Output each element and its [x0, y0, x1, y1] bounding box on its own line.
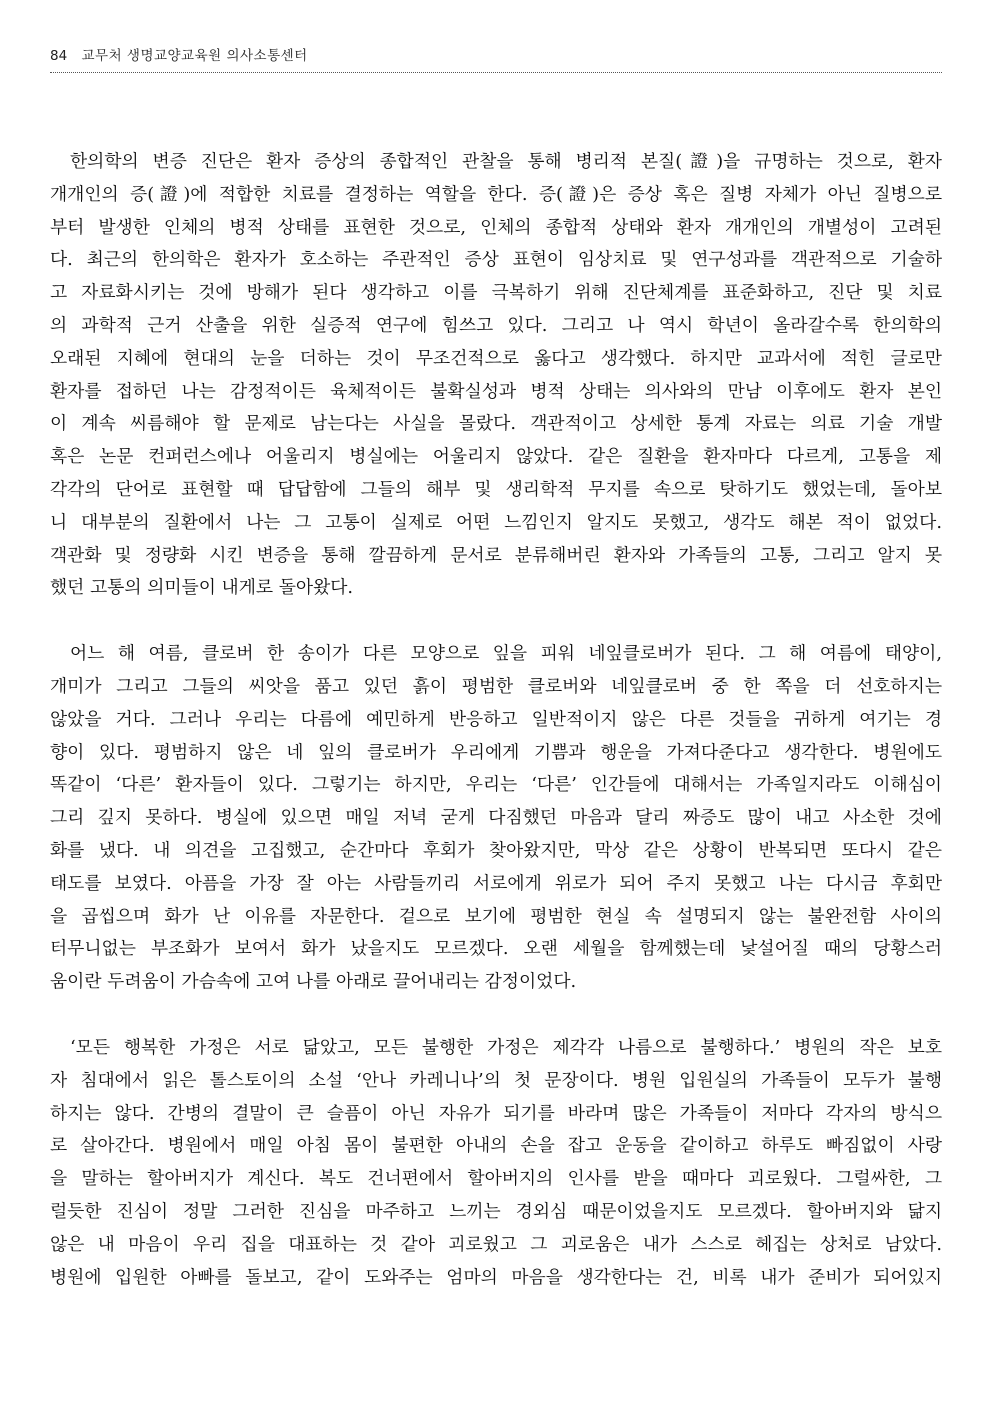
- text-line: 이 계속 씨름해야 할 문제로 남는다는 사실을 몰랐다. 객관적이고 상세한 통계 자료는 의료 기술 개발: [50, 413, 942, 435]
- text-line: 오래된 지혜에 현대의 눈을 더하는 것이 무조건적으로 옳다고 생각했다. 하지만 교과서에 적힌 글로만: [50, 347, 942, 369]
- text-line: 개미가 그리고 그들의 씨앗을 품고 있던 흙이 평범한 클로버와 네잎클로버 중 한 쪽을 더 선호하지는: [50, 675, 942, 697]
- text-line: 한의학의 변증 진단은 환자 증상의 종합적인 관찰을 통해 병리적 본질(證)을 규명하는 것으로, 환자: [70, 151, 942, 172]
- text-line: 태도를 보였다. 아픔을 가장 잘 아는 사람들끼리 서로에게 위로가 되어 주지 못했고 나는 다시금 후회만: [50, 872, 942, 894]
- text-line: 개개인의 증(證)에 적합한 치료를 결정하는 역할을 한다. 증(證)은 증상 혹은 질병 자체가 아닌 질병으로: [50, 183, 942, 205]
- text-line: 터무니없는 부조화가 보여서 화가 났을지도 모르겠다. 오랜 세월을 함께했는데 낯설어질 때의 당황스러: [50, 938, 942, 960]
- text-line: 그리 깊지 못하다. 병실에 있으면 매일 저녁 굳게 다짐했던 마음과 달리 짜증도 많이 내고 사소한 것에: [50, 807, 942, 829]
- text-line: 니 대부분의 질환에서 나는 그 고통이 실제로 어떤 느낌인지 알지도 못했고, 생각도 해본 적이 없었다.: [50, 511, 942, 533]
- text-line: 향이 있다. 평범하지 않은 네 잎의 클로버가 우리에게 기쁨과 행운을 가져다준다고 생각한다. 병원에도: [50, 741, 942, 763]
- text-line: 객관화 및 정량화 시킨 변증을 통해 깔끔하게 문서로 분류해버린 환자와 가족들의 고통, 그리고 알지 못: [50, 544, 942, 566]
- text-line: 똑같이 ‘다른’ 환자들이 있다. 그렇기는 하지만, 우리는 ‘다른’ 인간들에 대해서는 가족일지라도 이해심이: [50, 774, 942, 796]
- text-line: 럴듯한 진심이 정말 그러한 진심을 마주하고 느끼는 경외심 때문이었을지도 모르겠다. 할아버지와 닮지: [50, 1200, 942, 1222]
- header-title: 교무처 생명교양교육원 의사소통센터: [81, 48, 308, 64]
- text-line: 혹은 논문 컨퍼런스에나 어울리지 병실에는 어울리지 않았다. 같은 질환을 환자마다 다르게, 고통을 제: [50, 446, 942, 468]
- text-line: 자 침대에서 읽은 톨스토이의 소설 ‘안나 카레니나’의 첫 문장이다. 병원 입원실의 가족들이 모두가 불행: [50, 1069, 942, 1091]
- text-line: 병원에 입원한 아빠를 돌보고, 같이 도와주는 엄마의 마음을 생각한다는 건, 비록 내가 준비가 되어있지: [50, 1266, 942, 1288]
- text-line: 다. 최근의 한의학은 환자가 호소하는 주관적인 증상 표현이 임상치료 및 연구성과를 객관적으로 기술하: [50, 249, 942, 271]
- paragraph: [50, 146, 942, 605]
- text-line: 화를 냈다. 내 의견을 고집했고, 순간마다 후회가 찾아왔지만, 막상 같은 상황이 반복되면 또다시 같은: [50, 839, 942, 861]
- text-line: 했던 고통의 의미들이 내게로 돌아왔다.: [50, 577, 354, 599]
- text-line: 하지는 않다. 간병의 결말이 큰 슬픔이 아닌 자유가 되기를 바라며 많은 가족들이 저마다 각자의 방식으: [50, 1102, 942, 1124]
- text-line: 고 자료화시키는 것에 방해가 된다 생각하고 이를 극복하기 위해 진단체계를 표준화하고, 진단 및 치료: [50, 282, 942, 304]
- text-line: 부터 발생한 인체의 병적 상태를 표현한 것으로, 인체의 종합적 상태와 환자 개개인의 개별성이 고려된: [50, 216, 942, 238]
- text-line: 로 살아간다. 병원에서 매일 아침 몸이 불편한 아내의 손을 잡고 운동을 같이하고 하루도 빠짐없이 사랑: [50, 1135, 942, 1157]
- header-divider: [50, 72, 942, 73]
- paragraph: [50, 638, 942, 999]
- text-line: ‘모든 행복한 가정은 서로 닮았고, 모든 불행한 가정은 제각각 나름으로 불행하다.’ 병원의 작은 보호: [70, 1036, 942, 1058]
- body-text: [50, 146, 942, 1327]
- text-line: 을 말하는 할아버지가 계신다. 복도 건너편에서 할아버지의 인사를 받을 때마다 괴로웠다. 그럴싸한, 그: [50, 1168, 942, 1190]
- text-line: 어느 해 여름, 클로버 한 송이가 다른 모양으로 잎을 피워 네잎클로버가 된다. 그 해 여름에 태양이,: [70, 643, 942, 665]
- page-header: [50, 44, 942, 72]
- text-line: 을 곱씹으며 화가 난 이유를 자문한다. 겉으로 보기에 평범한 현실 속 설명되지 않는 불완전함 사이의: [50, 905, 942, 927]
- text-line: 의 과학적 근거 산출을 위한 실증적 연구에 힘쓰고 있다. 그리고 나 역시 학년이 올라갈수록 한의학의: [50, 314, 942, 336]
- text-line: 움이란 두려움이 가슴속에 고여 나를 아래로 끌어내리는 감정이었다.: [50, 971, 577, 993]
- text-line: 환자를 접하던 나는 감정적이든 육체적이든 불확실성과 병적 상태는 의사와의 만남 이후에도 환자 본인: [50, 380, 942, 402]
- text-line: 않은 내 마음이 우리 집을 대표하는 것 같아 괴로웠고 그 괴로움은 내가 스스로 헤집는 상처로 남았다.: [50, 1233, 942, 1255]
- text-line: 각각의 단어로 표현할 때 답답함에 그들의 해부 및 생리학적 무지를 속으로 탓하기도 했었는데, 돌아보: [50, 478, 942, 500]
- page-number: 84: [50, 48, 68, 64]
- paragraph: [50, 1032, 942, 1294]
- text-line: 않았을 거다. 그러나 우리는 다름에 예민하게 반응하고 일반적이지 않은 다른 것들을 귀하게 여기는 경: [50, 708, 942, 730]
